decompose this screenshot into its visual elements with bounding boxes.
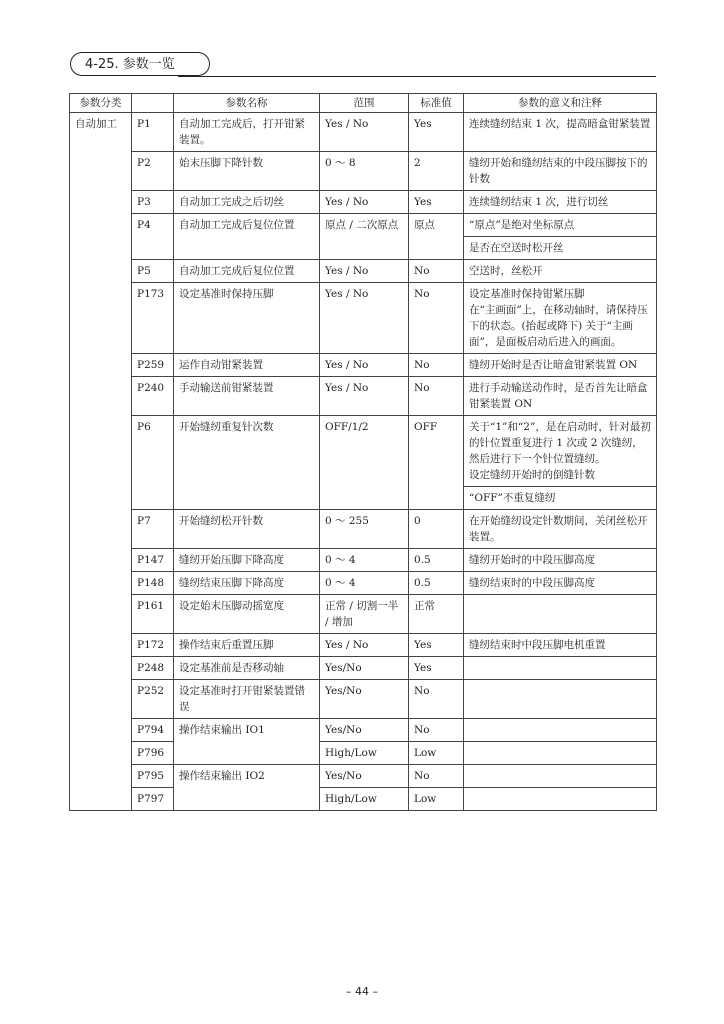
param-notes: 在开始缝纫设定针数期间，关闭丝松开装置。 bbox=[464, 510, 657, 549]
parameter-table bbox=[69, 93, 657, 811]
param-notes bbox=[464, 719, 657, 742]
param-name: 开始缝纫松开针数 bbox=[174, 510, 320, 549]
param-notes: 进行手动输送动作时，是否首先让暗盒钳紧装置 ON bbox=[464, 377, 657, 416]
param-notes: 缝纫开始时的中段压脚高度 bbox=[464, 549, 657, 572]
param-name: 自动加工完成后，打开钳紧装置。 bbox=[174, 113, 320, 152]
param-code: P172 bbox=[132, 634, 174, 657]
table-header-row bbox=[70, 94, 657, 113]
title-underline bbox=[178, 76, 656, 77]
param-default: 原点 bbox=[409, 214, 464, 260]
param-range: Yes/No bbox=[320, 657, 409, 680]
param-default: 0.5 bbox=[409, 572, 464, 595]
table-row bbox=[70, 214, 657, 237]
param-name: 运作自动钳紧装置 bbox=[174, 354, 320, 377]
param-range: 0 ～ 4 bbox=[320, 572, 409, 595]
table-row bbox=[70, 416, 657, 487]
param-notes: 设定基准时保持钳紧压脚 在“主画面”上，在移动轴时，请保持压下的状态。(抬起或降下) 关于“主画面”，是面板启动后进入的画面。 bbox=[464, 283, 657, 354]
table-row bbox=[70, 657, 657, 680]
param-default: Low bbox=[409, 788, 464, 811]
param-code: P252 bbox=[132, 680, 174, 719]
param-notes: “OFF”不重复缝纫 bbox=[464, 487, 657, 510]
param-code: P259 bbox=[132, 354, 174, 377]
param-code: P173 bbox=[132, 283, 174, 354]
param-notes bbox=[464, 765, 657, 788]
param-name: 设定基准时打开钳紧装置错误 bbox=[174, 680, 320, 719]
param-range: Yes / No bbox=[320, 113, 409, 152]
param-code: P161 bbox=[132, 595, 174, 634]
param-default: No bbox=[409, 765, 464, 788]
param-code: P147 bbox=[132, 549, 174, 572]
param-notes bbox=[464, 742, 657, 765]
param-default: No bbox=[409, 260, 464, 283]
param-range: 正常 / 切割一半 / 增加 bbox=[320, 595, 409, 634]
param-name: 自动加工完成后复位位置 bbox=[174, 214, 320, 260]
param-code: P6 bbox=[132, 416, 174, 510]
param-range: Yes / No bbox=[320, 283, 409, 354]
param-notes bbox=[464, 657, 657, 680]
param-code: P240 bbox=[132, 377, 174, 416]
param-code: P5 bbox=[132, 260, 174, 283]
param-range: High/Low bbox=[320, 742, 409, 765]
param-notes: 连续缝纫结束 1 次，提高暗盒钳紧装置 bbox=[464, 113, 657, 152]
param-notes: 缝纫结束时的中段压脚高度 bbox=[464, 572, 657, 595]
param-name: 操作结束输出 IO2 bbox=[174, 765, 320, 811]
category-cell: 自动加工 bbox=[70, 113, 132, 811]
param-range: OFF/1/2 bbox=[320, 416, 409, 510]
header-code bbox=[132, 94, 174, 113]
section-title: 4-25. 参数一览 bbox=[70, 52, 210, 76]
param-range: Yes / No bbox=[320, 354, 409, 377]
param-default: Yes bbox=[409, 657, 464, 680]
param-name: 自动加工完成后复位位置 bbox=[174, 260, 320, 283]
param-range: Yes/No bbox=[320, 680, 409, 719]
table-row bbox=[70, 765, 657, 788]
param-name: 自动加工完成之后切丝 bbox=[174, 191, 320, 214]
param-default: 0.5 bbox=[409, 549, 464, 572]
param-name: 手动输送前钳紧装置 bbox=[174, 377, 320, 416]
param-range: Yes / No bbox=[320, 260, 409, 283]
param-code: P7 bbox=[132, 510, 174, 549]
param-range: Yes / No bbox=[320, 377, 409, 416]
param-default: Yes bbox=[409, 634, 464, 657]
param-notes: 关于“1”和“2”，是在启动时，针对最初的针位置重复进行 1 次或 2 次缝纫，然后进行下一个针位置缝纫。 设定缝纫开始时的倒缝针数 bbox=[464, 416, 657, 487]
param-range: Yes / No bbox=[320, 191, 409, 214]
param-notes bbox=[464, 595, 657, 634]
param-notes: 连续缝纫结束 1 次，进行切丝 bbox=[464, 191, 657, 214]
param-code: P3 bbox=[132, 191, 174, 214]
table-row bbox=[70, 152, 657, 191]
param-notes: 缝纫开始和缝纫结束的中段压脚按下的针数 bbox=[464, 152, 657, 191]
table-row bbox=[70, 283, 657, 354]
param-notes: 缝纫结束时中段压脚电机重置 bbox=[464, 634, 657, 657]
param-default: 正常 bbox=[409, 595, 464, 634]
param-notes: 缝纫开始时是否让暗盒钳紧装置 ON bbox=[464, 354, 657, 377]
param-range: High/Low bbox=[320, 788, 409, 811]
table-row bbox=[70, 377, 657, 416]
table-row bbox=[70, 595, 657, 634]
param-range: 原点 / 二次原点 bbox=[320, 214, 409, 260]
param-default: No bbox=[409, 283, 464, 354]
param-name: 操作结束输出 IO1 bbox=[174, 719, 320, 765]
param-notes: 空送时，丝松开 bbox=[464, 260, 657, 283]
table-row bbox=[70, 354, 657, 377]
param-default: 2 bbox=[409, 152, 464, 191]
param-code: P1 bbox=[132, 113, 174, 152]
param-range: 0 ～ 4 bbox=[320, 549, 409, 572]
table-row bbox=[70, 634, 657, 657]
page-number: – 44 – bbox=[346, 985, 378, 998]
param-name: 缝纫结束压脚下降高度 bbox=[174, 572, 320, 595]
param-range: Yes/No bbox=[320, 765, 409, 788]
param-default: No bbox=[409, 377, 464, 416]
table-row bbox=[70, 113, 657, 152]
param-notes bbox=[464, 788, 657, 811]
table-row bbox=[70, 719, 657, 742]
header-range: 范围 bbox=[320, 94, 409, 113]
param-code: P148 bbox=[132, 572, 174, 595]
table-row bbox=[70, 549, 657, 572]
param-code: P796 bbox=[132, 742, 174, 765]
param-name: 开始缝纫重复针次数 bbox=[174, 416, 320, 510]
param-code: P248 bbox=[132, 657, 174, 680]
param-range: Yes / No bbox=[320, 634, 409, 657]
table-row bbox=[70, 680, 657, 719]
param-range: Yes/No bbox=[320, 719, 409, 742]
param-notes: “原点”是绝对坐标原点 bbox=[464, 214, 657, 237]
param-code: P797 bbox=[132, 788, 174, 811]
table-row bbox=[70, 742, 657, 765]
table-row bbox=[70, 510, 657, 549]
param-default: Yes bbox=[409, 113, 464, 152]
param-range: 0 ～ 8 bbox=[320, 152, 409, 191]
param-default: No bbox=[409, 354, 464, 377]
param-name: 设定基准时保持压脚 bbox=[174, 283, 320, 354]
param-notes bbox=[464, 680, 657, 719]
param-name: 设定基准前是否移动轴 bbox=[174, 657, 320, 680]
param-default: 0 bbox=[409, 510, 464, 549]
param-default: OFF bbox=[409, 416, 464, 510]
table-row bbox=[70, 572, 657, 595]
header-category: 参数分类 bbox=[70, 94, 132, 113]
param-code: P2 bbox=[132, 152, 174, 191]
param-code: P795 bbox=[132, 765, 174, 788]
param-default: Low bbox=[409, 742, 464, 765]
param-default: No bbox=[409, 680, 464, 719]
param-name: 设定始末压脚动摇宽度 bbox=[174, 595, 320, 634]
param-name: 缝纫开始压脚下降高度 bbox=[174, 549, 320, 572]
table-row bbox=[70, 260, 657, 283]
header-default: 标准值 bbox=[409, 94, 464, 113]
param-notes: 是否在空送时松开丝 bbox=[464, 237, 657, 260]
param-name: 始末压脚下降针数 bbox=[174, 152, 320, 191]
table-row bbox=[70, 191, 657, 214]
header-name: 参数名称 bbox=[174, 94, 320, 113]
param-code: P4 bbox=[132, 214, 174, 260]
param-code: P794 bbox=[132, 719, 174, 742]
param-default: No bbox=[409, 719, 464, 742]
table-row bbox=[70, 788, 657, 811]
header-notes: 参数的意义和注释 bbox=[464, 94, 657, 113]
param-default: Yes bbox=[409, 191, 464, 214]
param-name: 操作结束后重置压脚 bbox=[174, 634, 320, 657]
param-range: 0 ～ 255 bbox=[320, 510, 409, 549]
